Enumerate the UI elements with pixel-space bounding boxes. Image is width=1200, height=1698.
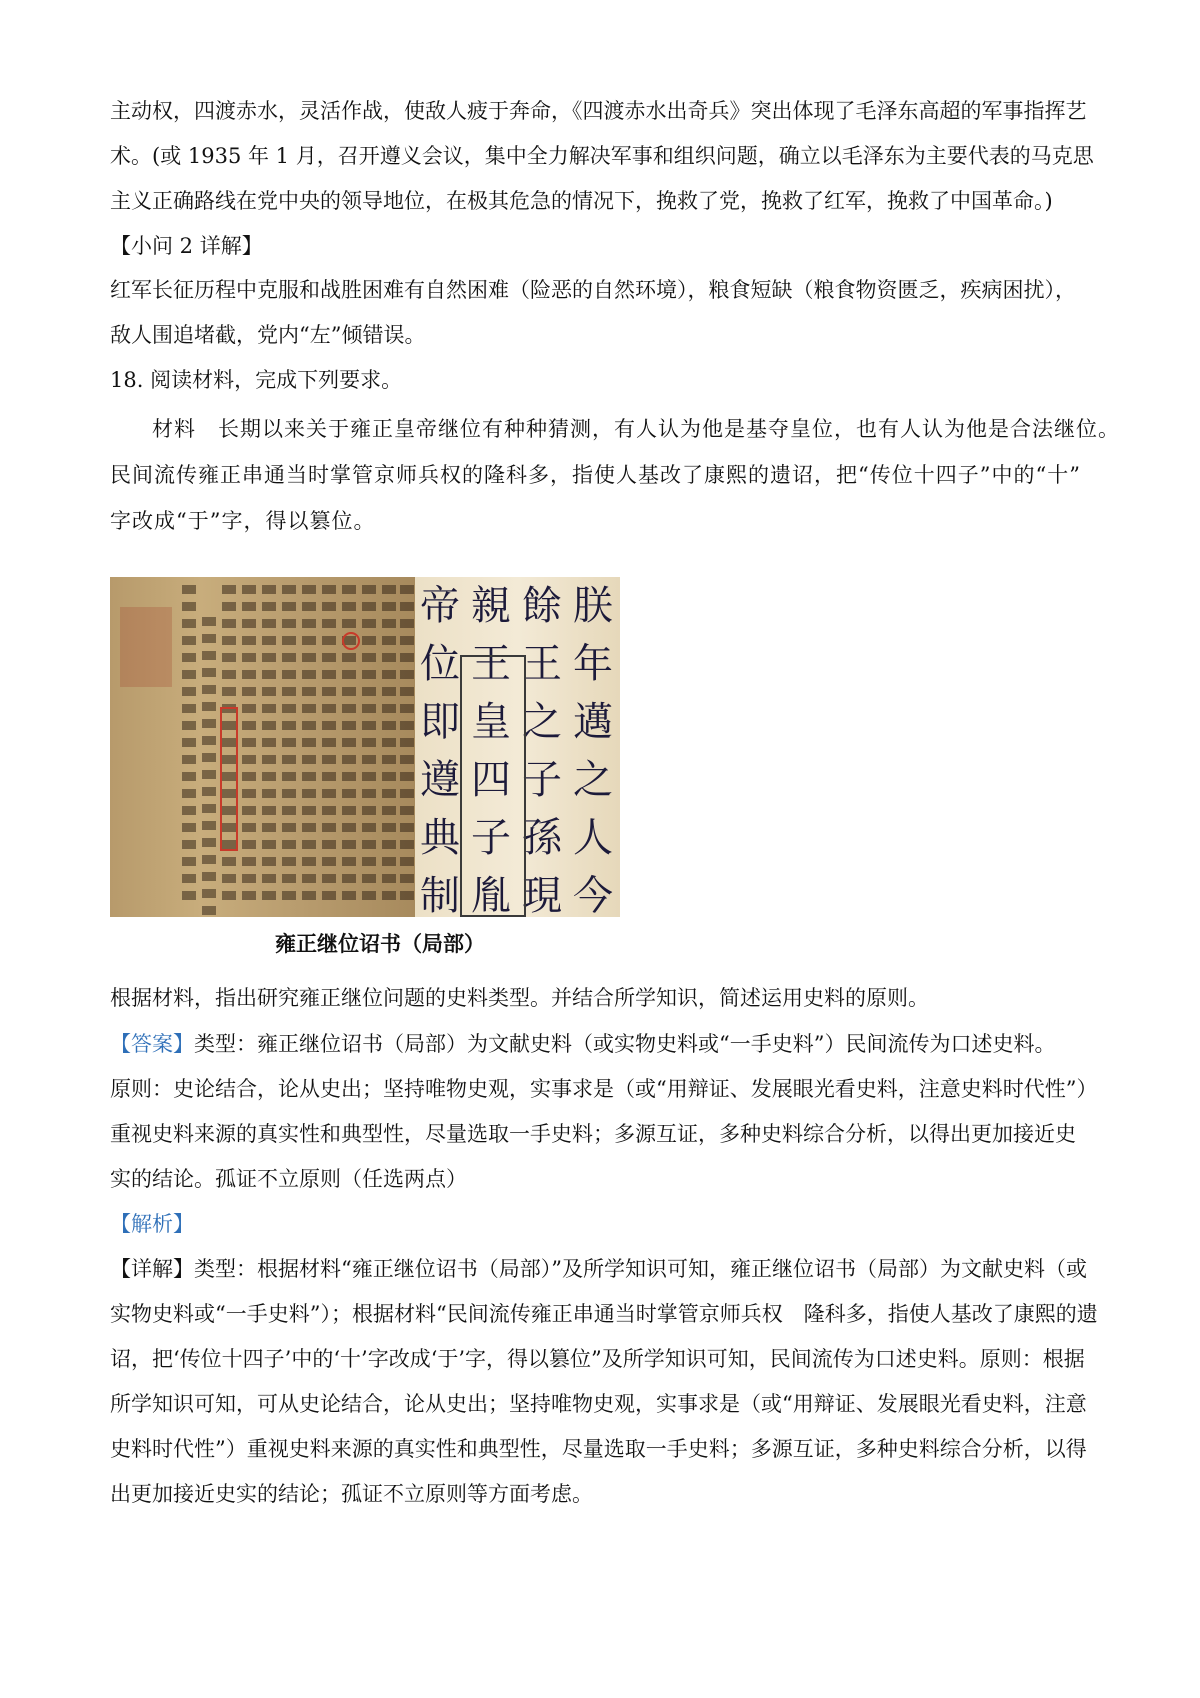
- highlight-circle: [342, 632, 360, 650]
- closeup-column: 朕 年 邁 之 人 今: [573, 583, 613, 917]
- answer-block: [110, 1022, 1100, 1202]
- closeup-column: 餘 王 之 子 孫 現: [522, 583, 562, 917]
- edict-scan-image: [110, 577, 415, 917]
- text-line: 史料时代性”）重视史料来源的真实性和典型性，尽量选取一手史料；多源互证，多种史料综合分析，以得: [110, 1437, 1087, 1461]
- text-line: 主动权，四渡赤水，灵活作战，使敌人疲于奔命，《四渡赤水出奇兵》突出体现了毛泽东高超的军事指挥艺: [110, 99, 1087, 123]
- text-line: 红军长征历程中克服和战胜困难有自然困难（险恶的自然环境），粮食短缺（粮食物资匮乏，疾病困扰），: [110, 278, 1076, 302]
- text-line: [110, 1022, 1100, 1067]
- text-line: 实物史料或“一手史料”）；根据材料“民间流传雍正串通当时掌管京师兵权 隆科多，指使人基改了康熙的遗: [110, 1302, 1098, 1326]
- text-line: 术。(或 1935 年 1 月，召开遵义会议，集中全力解决军事和组织问题，确立以毛泽东为主要代表的马克思: [110, 144, 1094, 168]
- text-line: 材料 长期以来关于雍正皇帝继位有种种猜测，有人认为他是基夺皇位，也有人认为他是合法继位。: [152, 417, 1120, 441]
- text-line: 主义正确路线在党中央的领导地位，在极其危急的情况下，挽救了党，挽救了红军，挽救了中国革命。): [110, 189, 1053, 213]
- edict-closeup-image: [415, 577, 620, 917]
- text-line: 敌人围追堵截，党内“左”倾错误。: [110, 323, 426, 347]
- text-line: 出更加接近史实的结论；孤证不立原则等方面考虑。: [110, 1482, 593, 1506]
- q2-heading: 【小问 2 详解】: [110, 234, 263, 258]
- detail-first-line: 类型：根据材料“雍正继位诏书（局部）”及所学知识可知，雍正继位诏书（局部）为文献史料（或: [194, 1257, 1087, 1281]
- analysis-tag: 【解析】: [110, 1212, 194, 1236]
- text-line: 重视史料来源的真实性和典型性，尽量选取一手史料；多源互证，多种史料综合分析，以得出更加接近史: [110, 1122, 1076, 1146]
- text-line: [110, 1247, 1100, 1292]
- seal-stamp: [120, 607, 172, 687]
- text-line: 实的结论。孤证不立原则（任选两点）: [110, 1167, 467, 1191]
- previous-answer-text: [110, 89, 1100, 224]
- q2-answer: [110, 268, 1100, 358]
- text-line: 原则：史论结合，论从史出；坚持唯物史观，实事求是（或“用辩证、发展眼光看史料，注意史料时代性”）: [110, 1077, 1098, 1101]
- question-text: 根据材料，指出研究雍正继位问题的史料类型。并结合所学知识，简述运用史料的原则。: [110, 986, 929, 1010]
- text-line: 民间流传雍正串通当时掌管京师兵权的隆科多，指使人基改了康熙的遗诏，把“传位十四子”中的“十”: [110, 463, 1081, 487]
- closeup-column: 帝 位 即 遵 典 制: [420, 583, 460, 917]
- question-18-title: 18. 阅读材料，完成下列要求。: [110, 368, 403, 392]
- text-line: 所学知识可知，可从史论结合，论从史出；坚持唯物史观，实事求是（或“用辩证、发展眼光看史料，注意: [110, 1392, 1087, 1416]
- text-line: 字改成“于”字，得以篡位。: [110, 509, 376, 533]
- figure-caption: 雍正继位诏书（局部）: [275, 932, 485, 956]
- detail-block: [110, 1247, 1100, 1517]
- closeup-column: 親 王 皇 四 子 胤: [471, 583, 511, 917]
- material-text: [110, 406, 1120, 544]
- edict-figure: [110, 577, 620, 917]
- highlight-frame: [460, 655, 526, 917]
- answer-first-line: 类型：雍正继位诏书（局部）为文献史料（或实物史料或“一手史料”）民间流传为口述史料。: [194, 1032, 1056, 1056]
- detail-tag: 【详解】: [110, 1257, 194, 1281]
- highlight-box: [220, 707, 238, 851]
- answer-tag: 【答案】: [110, 1032, 194, 1056]
- text-line: 诏，把‘传位十四子’中的‘十’字改成‘于’字，得以篡位”及所学知识可知，民间流传为口述史料。原则：根据: [110, 1347, 1085, 1371]
